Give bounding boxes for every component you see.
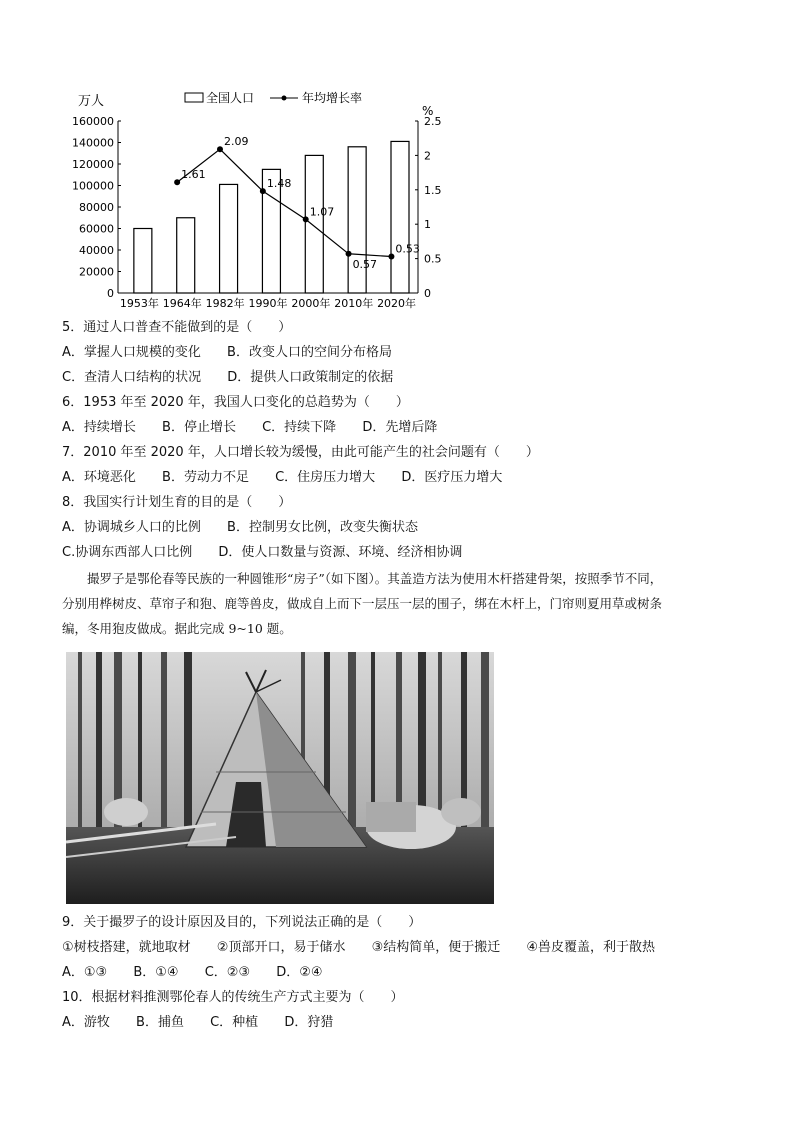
q9-option-c[interactable]: C．②③ [204,965,251,980]
x-tick-label: 2010年 [334,297,374,310]
growth-data-label: 1.07 [309,205,335,219]
question-9-stem: 9．关于撮罗子的设计原因及目的，下列说法正确的是（ ） [62,915,422,930]
legend-dot-swatch [282,96,287,101]
q9-statement-1: ①树枝搭建，就地取材 [62,940,191,955]
q5-option-a[interactable]: A．掌握人口规模的变化 [62,345,201,360]
tree-trunk [184,652,192,852]
left-tick-label: 120000 [72,158,114,171]
legend-population-label: 全国人口 [206,91,255,105]
q9-statement-4: ④兽皮覆盖，利于散热 [526,940,656,955]
q10-option-a[interactable]: A．游牧 [62,1015,110,1030]
x-tick-label: 1982年 [205,297,245,310]
chart-axes [72,115,442,300]
left-tick-label: 160000 [72,115,114,128]
question-8-options-row2 [62,543,484,563]
growth-point [388,254,394,260]
question-8-options-row1 [62,518,440,538]
q6-option-c[interactable]: C．持续下降 [262,420,337,435]
q5-option-c[interactable]: C．查清人口结构的状况 [62,370,202,385]
q8-option-a[interactable]: A．协调城乡人口的比例 [62,520,201,535]
growth-data-label: 0.53 [395,242,420,256]
passage-line-3: 编，冬用狍皮做成。据此完成 9~10 题。 [62,621,292,636]
q10-option-b[interactable]: B．捕鱼 [136,1015,184,1030]
q6-option-d[interactable]: D．先增后降 [362,420,438,435]
q7-option-a[interactable]: A．环境恶化 [62,470,136,485]
left-tick-label: 100000 [72,179,114,193]
question-5-options-row1 [62,343,414,363]
left-tick-label: 40000 [79,244,114,257]
q8-option-b[interactable]: B．控制男女比例，改变失衡状态 [227,520,418,535]
right-axis-unit: % [422,104,434,118]
right-tick-label: 2 [424,149,431,163]
q9-option-a[interactable]: A．①③ [62,965,108,980]
q7-option-d[interactable]: D．医疗压力增大 [401,470,503,485]
tree-trunk [161,652,167,852]
question-10-stem: 10．根据材料推测鄂伦春人的传统生产方式主要为（ ） [62,990,404,1005]
growth-data-label: 0.57 [352,257,378,271]
q6-option-b[interactable]: B．停止增长 [162,420,236,435]
growth-point [260,188,266,194]
question-5-stem: 5．通过人口普查不能做到的是（ ） [62,320,292,335]
left-axis-unit: 万人 [78,94,105,109]
passage-line-1: 撮罗子是鄂伦春等民族的一种圆锥形“房子”（如下图）。其盖造方法为使用木杆搭建骨架，按照季节不同， [87,571,663,586]
question-5-options-row2 [62,368,415,388]
right-tick-label: 1 [424,218,431,232]
tree-trunk [78,652,82,852]
chart-legend [185,90,362,105]
population-bar [305,155,323,293]
tree-trunk [96,652,102,852]
left-tick-label: 0 [107,287,114,300]
question-8-stem: 8．我国实行计划生育的目的是（ ） [62,495,292,510]
legend-bar-swatch [185,93,203,102]
x-tick-label: 1953年 [119,297,159,310]
left-tick-label: 60000 [79,222,114,236]
right-tick-label: 2.5 [424,115,442,128]
growth-point [217,146,223,152]
question-9-options [62,963,345,983]
right-tick-label: 1.5 [424,183,442,197]
question-6-stem: 6．1953 年至 2020 年，我国人口变化的总趋势为（ ） [62,395,409,410]
cuoluozi-photo [66,652,494,904]
q9-option-d[interactable]: D．②④ [276,965,323,980]
q9-statement-3: ③结构简单，便于搬迁 [371,940,501,955]
q9-option-b[interactable]: B．①④ [133,965,179,980]
x-tick-label: 1990年 [248,297,288,310]
question-9-statements [62,938,677,958]
right-tick-label: 0.5 [424,252,442,266]
q10-option-d[interactable]: D．狩猎 [284,1015,334,1030]
passage-line-2: 分别用桦树皮、草帘子和狍、鹿等兽皮，做成自上而下一层压一层的围子，绑在木杆上，门帘则夏用草或树条 [62,596,663,611]
right-tick-label: 0 [424,287,431,300]
tree-trunk [348,652,356,852]
population-bar [348,147,366,293]
x-tick-label: 2000年 [291,297,331,310]
x-tick-labels [120,296,416,310]
q7-option-b[interactable]: B．劳动力不足 [162,470,249,485]
q8-option-c[interactable]: C.协调东西部人口比例 [62,545,193,560]
question-7-stem: 7．2010 年至 2020 年，人口增长较为缓慢，由此可能产生的社会问题有（ ） [62,445,539,460]
q9-statement-2: ②顶部开口，易于储水 [216,940,346,955]
population-bar [134,229,152,294]
growth-data-label: 1.48 [266,177,292,191]
population-bar [391,141,409,293]
q7-option-c[interactable]: C．住房压力增大 [275,470,376,485]
x-tick-label: 2020年 [377,297,417,310]
q6-option-a[interactable]: A．持续增长 [62,420,136,435]
question-6-options [62,418,459,438]
left-tick-label: 140000 [72,136,114,150]
growth-data-label: 2.09 [224,135,249,149]
population-bar [177,218,195,293]
population-bar [220,184,238,293]
q8-option-d[interactable]: D．使人口数量与资源、环境、经济相协调 [218,545,463,560]
x-tick-label: 1964年 [162,297,202,310]
growth-line-series [174,135,420,271]
q10-option-c[interactable]: C．种植 [210,1015,259,1030]
population-chart [60,85,460,320]
growth-point [346,251,352,257]
q5-option-b[interactable]: B．改变人口的空间分布格局 [227,345,392,360]
question-7-options [62,468,524,488]
left-tick-label: 80000 [79,201,114,214]
growth-point [303,216,309,222]
growth-point [174,179,180,185]
legend-growth-label: 年均增长率 [302,91,363,105]
left-tick-label: 20000 [79,265,114,279]
question-10-options [62,1013,355,1033]
reading-passage [62,566,742,641]
tree-trunk [481,652,489,852]
q5-option-d[interactable]: D．提供人口政策制定的依据 [227,370,394,385]
growth-data-label: 1.61 [181,168,206,182]
